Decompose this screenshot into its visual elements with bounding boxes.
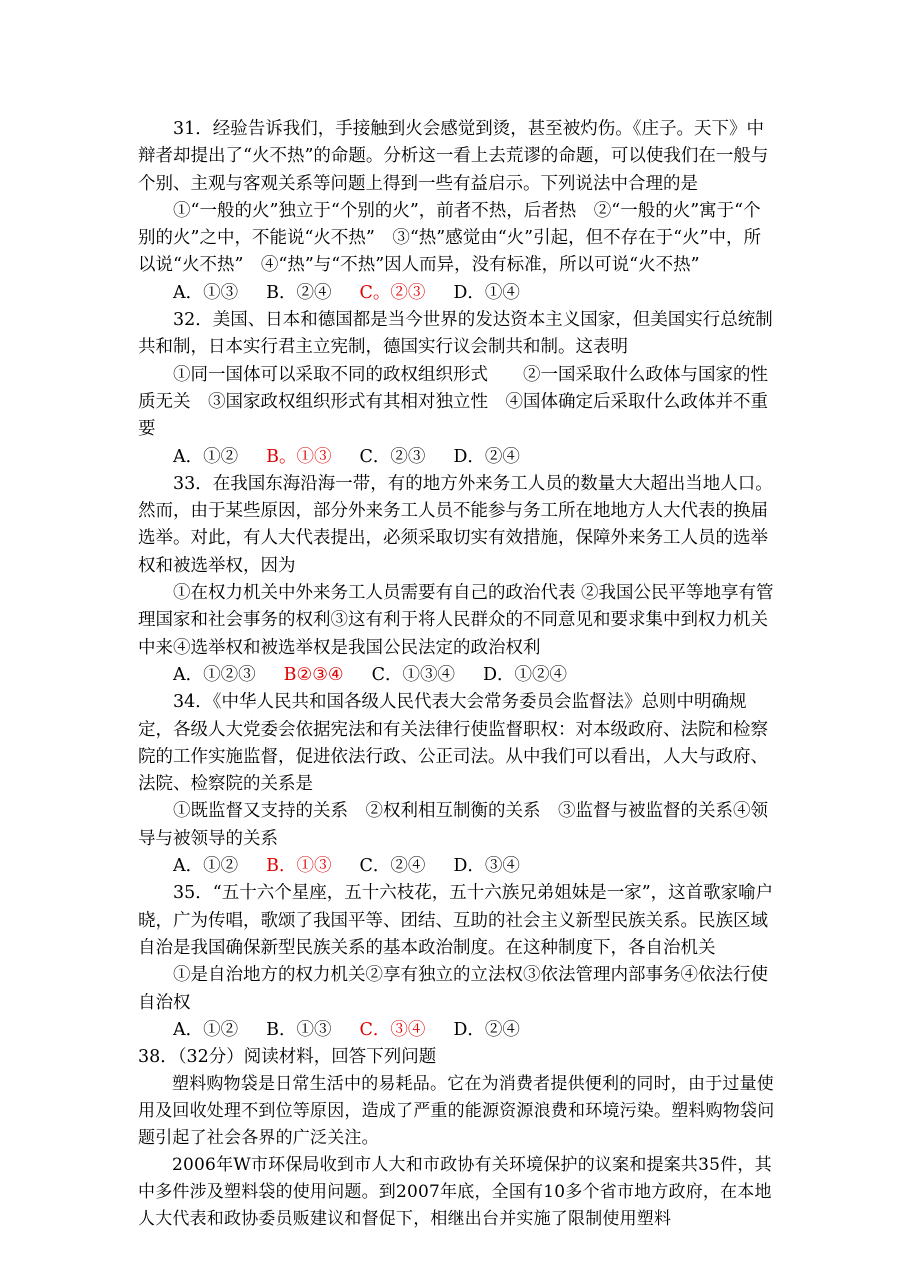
question-stem: 34．《中华人民共和国各级人民代表大会常务委员会监督法》总则中明确规定，各级人大党委会依据宪法和有关法律行使监督职权：对本级政府、法院和检察院的工作实施监督，促进依法行政、公正司法。从中我们可以看出，人大与政府、法院、检察院的关系是 bbox=[138, 692, 768, 795]
question-32 bbox=[138, 307, 778, 471]
question-stem: 31．经验告诉我们，手接触到火会感觉到烫，甚至被灼伤。《庄子。天下》中辩者却提出了“火不热”的命题。分析这一看上去荒谬的命题，可以使我们在一般与个别、主观与客观关系等问题上得到一些有益启示。下列说法中合理的是 bbox=[138, 119, 769, 194]
question-statements: ①在权力机关中外来务工人员需要有自己的政治代表 ②我国公民平等地享有管理国家和社会事务的权利③这有利于将人民群众的不同意见和要求集中到权力机关中来④选举权和被选举权是我国公民法定的政治权利 bbox=[138, 583, 774, 658]
question-statements: ①同一国体可以采取不同的政权组织形式 ②一国采取什么政体与国家的性质无关 ③国家政权组织形式有其相对独立性 ④国体确定后采取什么政体并不重要 bbox=[138, 364, 768, 440]
answer-options bbox=[138, 280, 778, 307]
answer-options bbox=[138, 1017, 778, 1044]
question-statements: ①既监督又支持的关系 ②权利相互制衡的关系 ③监督与被监督的关系④领导与被领导的关系 bbox=[138, 801, 768, 849]
option-a: A．①②③ bbox=[173, 664, 256, 685]
question-stem: 35．“五十六个星座，五十六枝花，五十六族兄弟姐妹是一家”，这首歌家喻户晓，广为传唱，歌颂了我国平等、团结、互助的社会主义新型民族关系。民族区域自治是我国确保新型民族关系的基本政治制度。在这种制度下，各自治机关 bbox=[138, 883, 774, 958]
option-c: C．①③④ bbox=[371, 664, 455, 685]
question-33 bbox=[138, 471, 778, 689]
option-d: D．①②④ bbox=[482, 664, 567, 685]
option-b-correct: B．①③ bbox=[266, 856, 332, 877]
option-c-correct: C。②③ bbox=[359, 282, 426, 303]
option-b: B．①③ bbox=[266, 1019, 332, 1040]
answer-options bbox=[138, 662, 778, 689]
option-b-correct: B②③④ bbox=[283, 664, 344, 685]
material-paragraph-1: 塑料购物袋是日常生活中的易耗品。它在为消费者提供便利的同时，由于过量使用及回收处理不到位等原因，造成了严重的能源资源浪费和环境污染。塑料购物袋问题引起了社会各界的广泛关注。 bbox=[138, 1074, 775, 1149]
option-d: D．②④ bbox=[453, 1019, 520, 1040]
option-a: A．①② bbox=[173, 856, 239, 877]
option-d: D．③④ bbox=[453, 856, 520, 877]
option-a: A．①② bbox=[173, 1019, 239, 1040]
material-paragraph-2: 2006年W市环保局收到市人大和市政协有关环境保护的议案和提案共35件，其中多件涉及塑料袋的使用问题。到2007年底，全国有10多个省市地方政府，在本地人大代表和政协委员贩建议和督促下，相继出台并实施了限制使用塑料 bbox=[138, 1155, 772, 1230]
answer-options bbox=[138, 853, 778, 880]
option-b: B．②④ bbox=[266, 282, 332, 303]
option-c-correct: C．③④ bbox=[359, 1019, 426, 1040]
option-d: D．①④ bbox=[453, 282, 520, 303]
option-b-correct: B。①③ bbox=[266, 446, 332, 467]
question-stem: 33．在我国东海沿海一带，有的地方外来务工人员的数量大大超出当地人口。然而，由于某些原因，部分外来务工人员不能参与务工所在地地方人大代表的换届选举。对此，有人大代表提出，必须采取切实有效措施，保障外来务工人员的选举权和被选举权，因为 bbox=[138, 473, 773, 576]
option-a: A．①③ bbox=[173, 282, 239, 303]
answer-options bbox=[138, 444, 778, 471]
question-statements: ①是自治地方的权力机关②享有独立的立法权③依法管理内部事务④依法行使自治权 bbox=[138, 965, 768, 1013]
section-heading: 38．（32分）阅读材料，回答下列问题 bbox=[138, 1047, 437, 1068]
question-35 bbox=[138, 880, 778, 1044]
question-38 bbox=[138, 1044, 778, 1233]
option-c: C．②③ bbox=[359, 446, 426, 467]
question-stem: 32．美国、日本和德国都是当今世界的发达资本主义国家，但美国实行总统制共和制，日本实行君主立宪制，德国实行议会制共和制。这表明 bbox=[138, 310, 773, 358]
document-body bbox=[138, 116, 778, 1233]
option-c: C．②④ bbox=[359, 856, 426, 877]
option-d: D．②④ bbox=[453, 446, 520, 467]
question-34 bbox=[138, 689, 778, 880]
question-31 bbox=[138, 116, 778, 307]
question-statements: ①“一般的火”独立于“个别的火”，前者不热，后者热 ②“一般的火”寓于“个别的火”之中，不能说“火不热” ③“热”感觉由“火”引起，但不存在于“火”中，所以说“火不热” ④“热”与“不热”因人而异，没有标准，所以可说“火不热” bbox=[138, 200, 762, 276]
option-a: A．①② bbox=[173, 446, 239, 467]
